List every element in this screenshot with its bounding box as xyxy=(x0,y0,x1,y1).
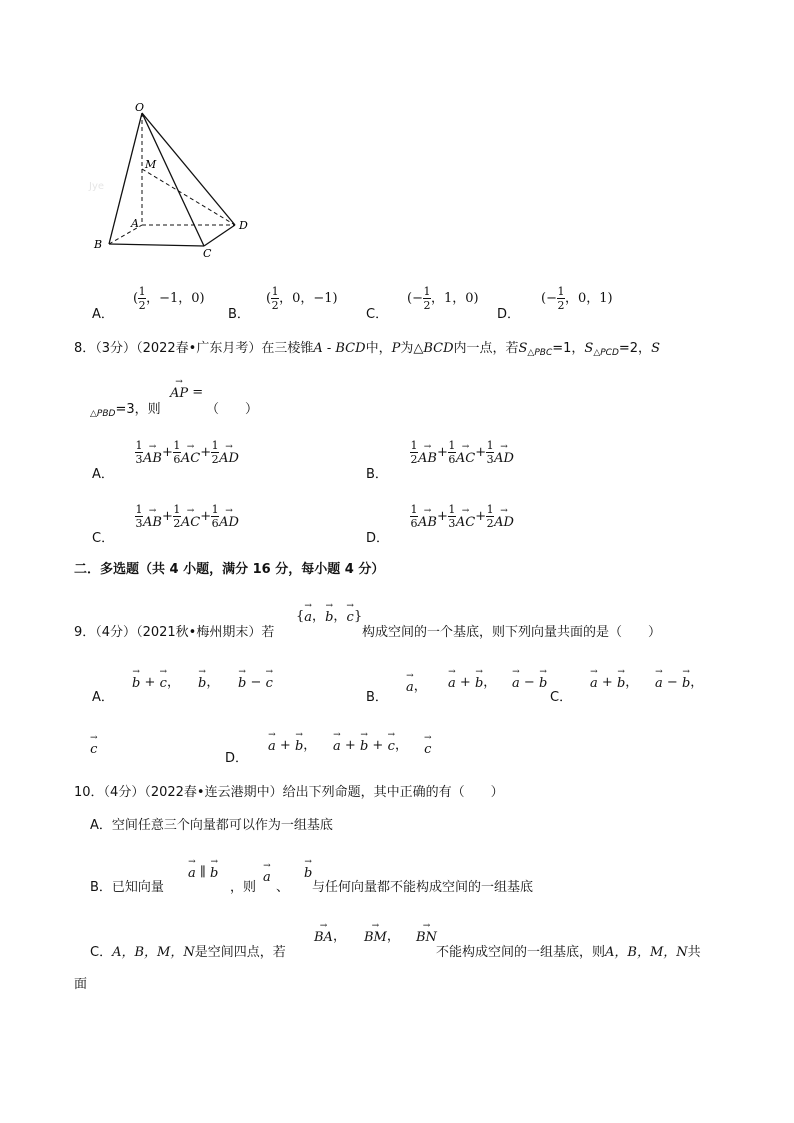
q10-option-c-end: 不能构成空间的一组基底，则A，B，M，N共 xyxy=(436,945,701,960)
q8-option-b-letter: B． xyxy=(366,467,388,482)
tetrahedron-figure xyxy=(85,95,265,265)
q7-option-b: ( $\frac{1}{2}$ ，0，−1) xyxy=(266,285,338,312)
q10-b-end: 与任何向量都不能构成空间的一组基底 xyxy=(312,880,534,895)
q8-option-b: $\frac{1}{2}$ → AB + $\frac{1}{6}$ → AC + $\frac{1}{3}$ → AD xyxy=(410,439,514,466)
q9-stem-start: 9．（4分）（2021秋•梅州期末）若 xyxy=(74,625,275,640)
q9-d-item2: → a + → b + → c ， xyxy=(333,730,408,754)
edge-bc xyxy=(109,244,204,246)
watermark: Jye xyxy=(89,181,105,192)
q9-stem: 构成空间的一个基底，则下列向量共面的是（ ） xyxy=(362,625,662,640)
q10-b-parallel: → a ∥ → b xyxy=(188,857,219,881)
label-d: D xyxy=(239,219,248,232)
q9-c-item2: → a − → b ， xyxy=(655,667,704,691)
q10-option-c-start: C．A，B，M，N是空间四点，若 xyxy=(90,945,286,960)
edge-md xyxy=(142,169,235,225)
q9-b-item3: → a − → b xyxy=(512,667,548,691)
q9-d-item3: → c xyxy=(424,733,432,757)
q9-c-item1: → a + → b ， xyxy=(590,667,639,691)
q7-option-c: (− $\frac{1}{2}$ ，1，0) xyxy=(407,285,479,312)
q10-b-sep: 、 xyxy=(276,880,290,895)
q7-option-c-letter: C． xyxy=(366,307,389,322)
label-b: B xyxy=(94,238,103,251)
q10-b-vec-a: → a xyxy=(263,861,271,885)
q8-option-c-letter: C． xyxy=(92,531,115,546)
q8-ap-vector: → AP = xyxy=(170,377,204,401)
section-2-title: 二．多选题（共 4 小题，满分 16 分，每小题 4 分） xyxy=(74,562,385,577)
q8-option-a: $\frac{1}{3}$ → AB + $\frac{1}{6}$ → AC + $\frac{1}{2}$ → AD xyxy=(135,439,239,466)
label-o: O xyxy=(135,101,145,114)
q10-stem: 10．（4分）（2022春•连云港期中）给出下列命题，其中正确的有（ ） xyxy=(74,785,504,800)
q7-option-a-letter: A． xyxy=(92,307,114,322)
q9-a-item3: → b − → c xyxy=(238,667,274,691)
q7-option-a: ( $\frac{1}{2}$ ，−1，0) xyxy=(133,285,205,312)
q7-option-d: (− $\frac{1}{2}$ ，0，1) xyxy=(541,285,613,312)
q8-option-d-letter: D． xyxy=(366,531,390,546)
edge-oc xyxy=(142,113,204,246)
q9-a-item1: → b + → c ， xyxy=(132,667,181,691)
q9-a-item2: → b ， xyxy=(198,667,220,691)
q9-b-item2: → a + → b ， xyxy=(448,667,497,691)
q8-stem: 8．（3分）（2022春•广东月考）在三棱锥A - BCD中，P为△BCD内一点，若$S_{\triangle PBC}=1$，$S_{\triangle PCD}=2$，S xyxy=(74,341,660,358)
q9-option-a-letter: A． xyxy=(92,690,114,705)
q8-option-d: $\frac{1}{6}$ → AB + $\frac{1}{3}$ → AC + $\frac{1}{2}$ → AD xyxy=(410,503,514,530)
q8-option-a-letter: A． xyxy=(92,467,114,482)
q10-b-vec-b: → b xyxy=(304,857,313,881)
q9-option-c-letter: C． xyxy=(550,690,573,705)
q9-option-d-letter: D． xyxy=(225,751,249,766)
label-a: A xyxy=(131,217,139,230)
q10-b-then: ，则 xyxy=(230,880,257,895)
q9-option-b-letter: B． xyxy=(366,690,388,705)
q7-option-d-letter: D． xyxy=(497,307,521,322)
q8-blank: （ ） xyxy=(206,402,259,417)
q10-c-vec-bm: → BM ， xyxy=(364,921,400,945)
label-c: C xyxy=(203,247,212,260)
q9-basis: { → a ， → b ， → c } xyxy=(296,601,363,625)
q10-option-a: A．空间任意三个向量都可以作为一组基底 xyxy=(90,818,333,833)
q10-option-c-wrap: 面 xyxy=(74,977,88,992)
label-m: M xyxy=(145,158,157,171)
q10-c-vec-ba: → BA ， xyxy=(314,921,346,945)
q9-b-item1: → a ， xyxy=(406,671,427,695)
q9-d-item1: → a + → b ， xyxy=(268,730,317,754)
q10-c-vec-bn: → BN xyxy=(416,921,437,945)
q9-c-item3: → c xyxy=(90,733,98,757)
q7-option-b-letter: B． xyxy=(228,307,250,322)
q10-option-b-start: B．已知向量 xyxy=(90,880,164,895)
edge-cd xyxy=(204,225,235,246)
q8-stem-cont: $_{\triangle PBD}$=3，则 xyxy=(90,402,161,419)
q8-option-c: $\frac{1}{3}$ → AB + $\frac{1}{2}$ → AC + $\frac{1}{6}$ → AD xyxy=(135,503,239,530)
